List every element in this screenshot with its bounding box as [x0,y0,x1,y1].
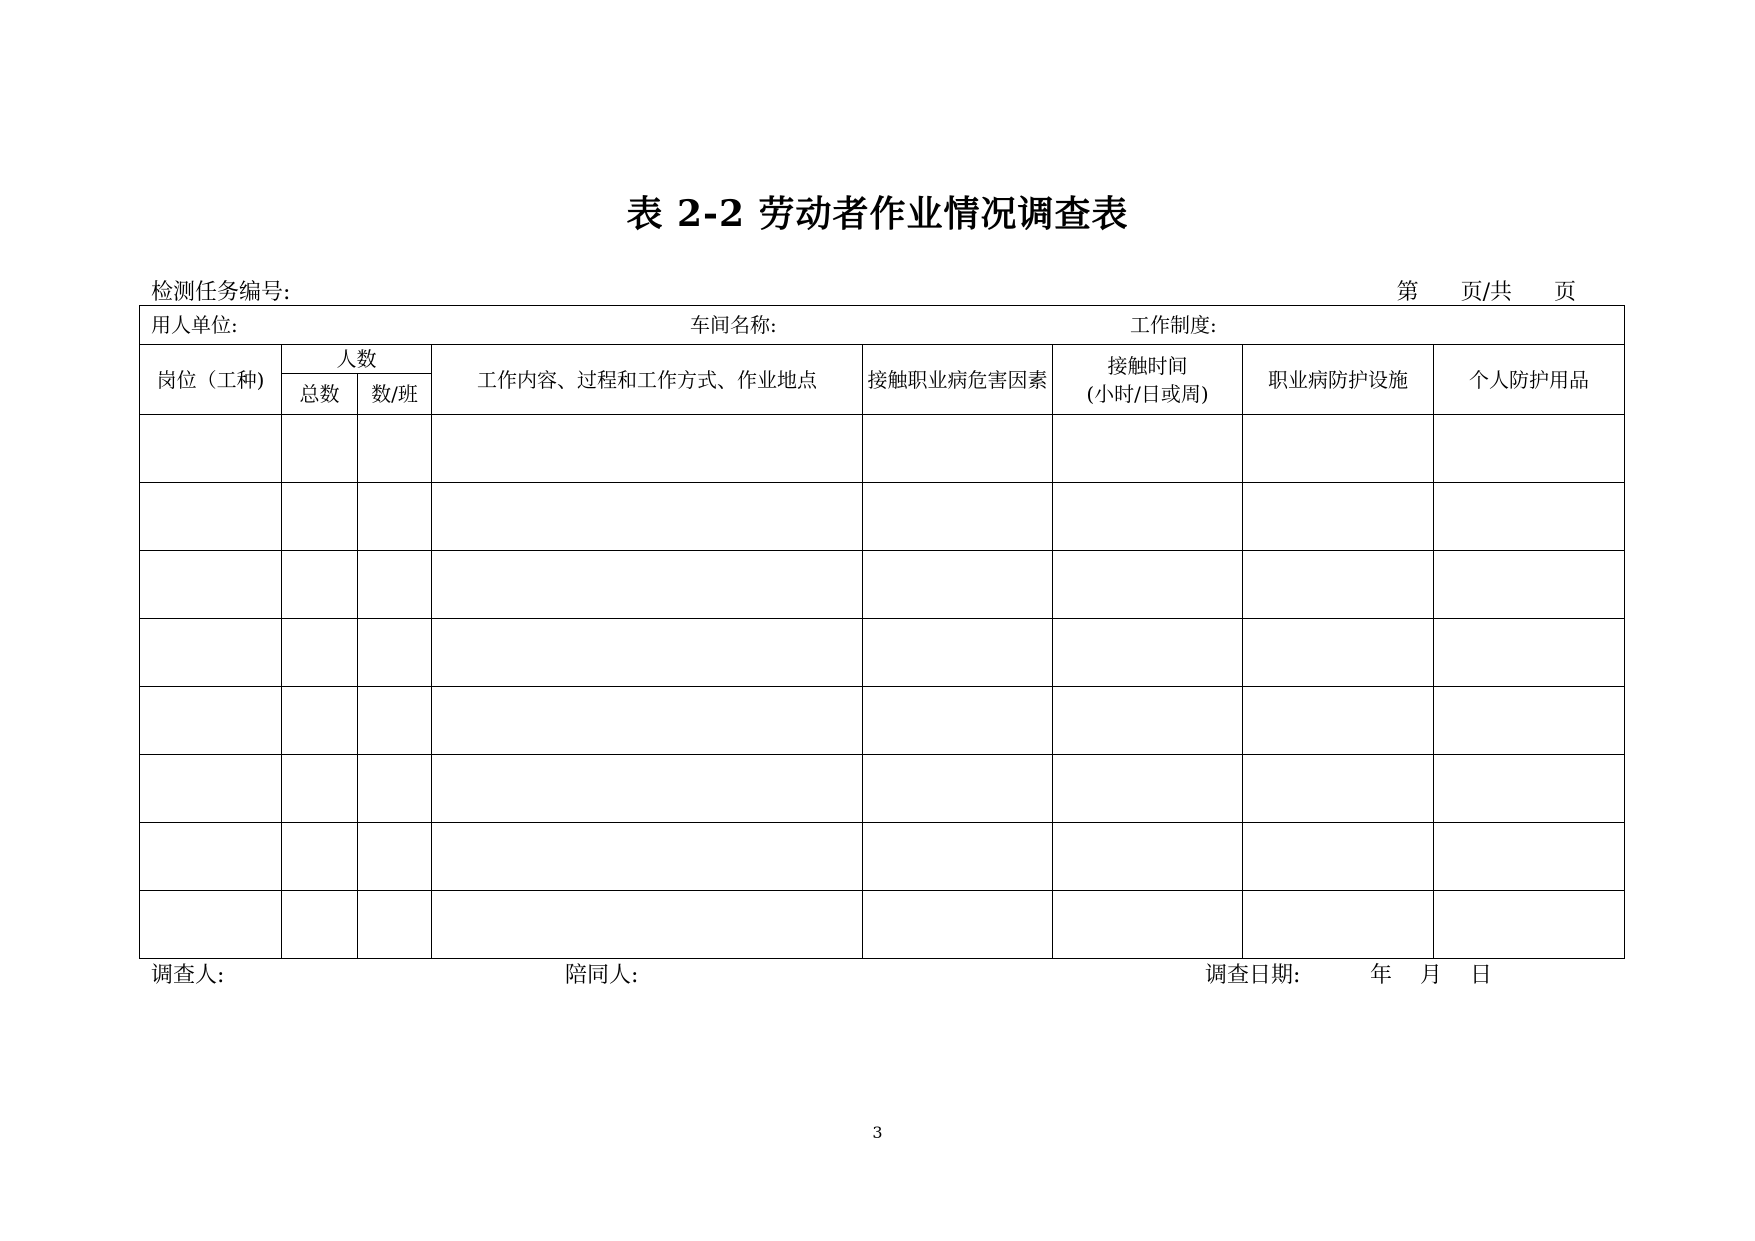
header-ppe: 个人防护用品 [1434,345,1625,415]
task-number-label: 检测任务编号: [151,280,291,305]
meta-line [151,275,1576,305]
cell[interactable] [863,483,1053,551]
cell[interactable] [358,891,432,959]
table-row [140,415,1625,483]
table-row [140,823,1625,891]
cell[interactable] [282,619,358,687]
cell[interactable] [1243,891,1434,959]
page-number: 3 [872,1123,883,1142]
cell[interactable] [432,619,863,687]
header-total: 总数 [282,374,358,415]
header-work-content: 工作内容、过程和工作方式、作业地点 [432,345,863,415]
cell[interactable] [432,483,863,551]
cell[interactable] [1053,551,1243,619]
investigator-label: 调查人: [151,963,225,988]
cell[interactable] [1053,619,1243,687]
cell[interactable] [1243,483,1434,551]
cell[interactable] [358,551,432,619]
cell[interactable] [140,687,282,755]
cell[interactable] [1243,823,1434,891]
header-hazard-factors: 接触职业病危害因素 [863,345,1053,415]
header-exposure-time-line2: (小时/日或周) [1086,381,1209,406]
cell[interactable] [1053,415,1243,483]
cell[interactable] [140,483,282,551]
cell[interactable] [863,687,1053,755]
survey-table [139,305,1625,959]
cell[interactable] [863,823,1053,891]
cell[interactable] [1434,415,1625,483]
cell[interactable] [282,755,358,823]
header-protection-facilities: 职业病防护设施 [1243,345,1434,415]
cell[interactable] [1434,619,1625,687]
table-row [140,551,1625,619]
cell[interactable] [358,415,432,483]
work-system-label: 工作制度: [1130,313,1217,337]
table-row [140,687,1625,755]
cell[interactable] [432,891,863,959]
footer-signatures [151,958,1576,988]
cell[interactable] [1243,415,1434,483]
cell[interactable] [1434,551,1625,619]
cell[interactable] [1434,755,1625,823]
cell[interactable] [1053,483,1243,551]
cell[interactable] [863,415,1053,483]
survey-date-label: 调查日期: [1205,963,1301,988]
cell[interactable] [432,415,863,483]
cell[interactable] [282,551,358,619]
cell[interactable] [432,755,863,823]
cell[interactable] [863,619,1053,687]
table-row [140,619,1625,687]
cell[interactable] [140,823,282,891]
document-title: 表 2-2 劳动者作业情况调查表 [626,193,1129,235]
cell[interactable] [863,755,1053,823]
info-row [140,306,1625,345]
cell[interactable] [358,755,432,823]
cell[interactable] [432,551,863,619]
table-row [140,483,1625,551]
cell[interactable] [358,823,432,891]
cell[interactable] [358,483,432,551]
cell[interactable] [1243,551,1434,619]
cell[interactable] [140,551,282,619]
cell[interactable] [863,891,1053,959]
header-post: 岗位（工种) [140,345,282,415]
header-exposure-time-line1: 接触时间 [1107,353,1188,378]
cell[interactable] [1434,823,1625,891]
cell[interactable] [282,415,358,483]
page-count-label: 第 页/共 页 [1396,280,1576,305]
cell[interactable] [432,823,863,891]
cell[interactable] [358,619,432,687]
survey-date-fields: 年 月 日 [1370,963,1492,988]
cell[interactable] [1053,891,1243,959]
cell[interactable] [863,551,1053,619]
workshop-label: 车间名称: [690,313,777,337]
cell[interactable] [1434,687,1625,755]
cell[interactable] [1053,823,1243,891]
cell[interactable] [1243,619,1434,687]
cell[interactable] [282,891,358,959]
header-per-shift: 数/班 [358,374,432,415]
cell[interactable] [140,619,282,687]
companion-label: 陪同人: [565,963,639,988]
header-exposure-time [1053,345,1243,415]
table-row [140,755,1625,823]
cell[interactable] [1053,755,1243,823]
cell[interactable] [432,687,863,755]
cell[interactable] [140,755,282,823]
table-row [140,891,1625,959]
cell[interactable] [282,823,358,891]
cell[interactable] [140,891,282,959]
cell[interactable] [358,687,432,755]
cell[interactable] [140,415,282,483]
cell[interactable] [1434,891,1625,959]
cell[interactable] [1243,687,1434,755]
cell[interactable] [1434,483,1625,551]
header-headcount: 人数 [282,345,432,374]
cell[interactable] [1243,755,1434,823]
cell[interactable] [1053,687,1243,755]
cell[interactable] [282,483,358,551]
employer-label: 用人单位: [151,313,238,337]
cell[interactable] [282,687,358,755]
